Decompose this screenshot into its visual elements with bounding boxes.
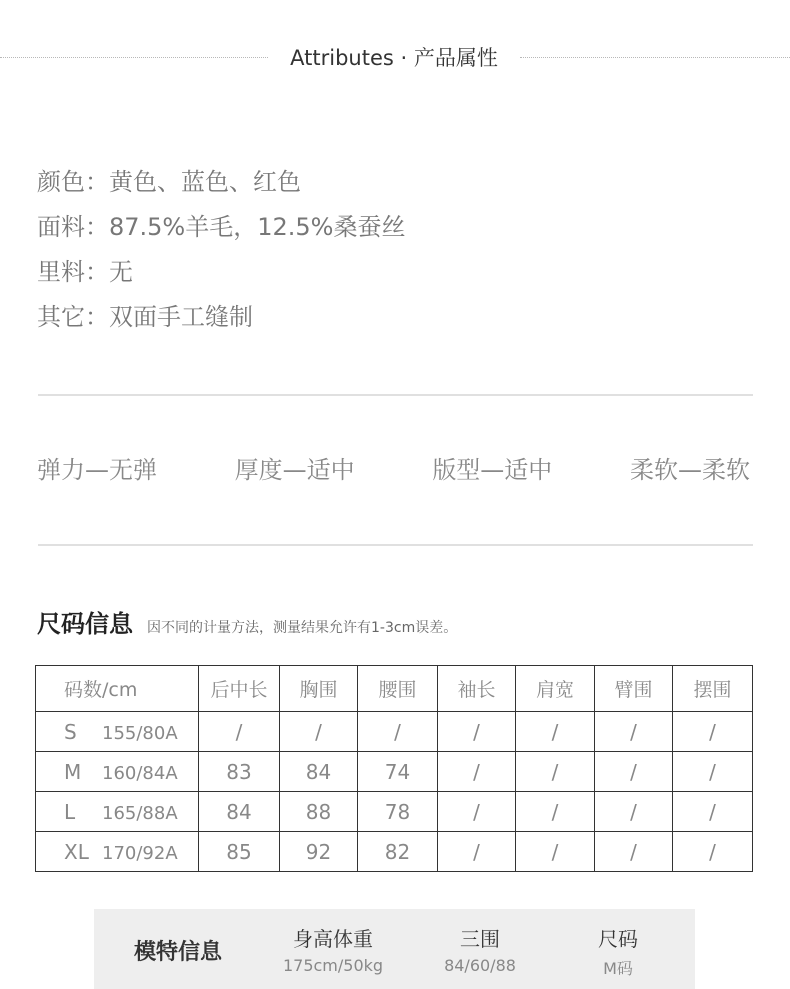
table-cell: 78: [358, 792, 438, 832]
table-cell: /: [673, 832, 753, 872]
size-label: XL: [64, 839, 89, 864]
column-header: 摆围: [673, 666, 753, 712]
model-height-weight: [263, 923, 403, 975]
attribute-fabric: 面料：87.5%羊毛，12.5%桑蚕丝: [37, 213, 406, 241]
table-cell: /: [438, 832, 516, 872]
table-cell: /: [673, 712, 753, 752]
column-header: 后中长: [199, 666, 280, 712]
size-cell: [36, 832, 199, 872]
property-fit: 版型—适中: [432, 456, 553, 484]
size-cell: [36, 792, 199, 832]
model-size-label: 尺码: [598, 927, 638, 951]
attribute-color: 颜色：黄色、蓝色、红色: [37, 168, 301, 196]
header-dotted-line-right: [520, 57, 790, 58]
model-measurements: [410, 923, 550, 975]
section-header: [0, 40, 790, 74]
column-header: 肩宽: [516, 666, 595, 712]
size-spec: 160/84A: [102, 762, 178, 784]
table-cell: /: [673, 752, 753, 792]
table-cell: /: [516, 792, 595, 832]
table-row: [36, 792, 753, 832]
size-table-header-row: [36, 666, 753, 712]
table-cell: /: [516, 712, 595, 752]
model-size: [548, 923, 688, 979]
size-spec: 165/88A: [102, 802, 178, 824]
size-label: S: [64, 719, 77, 744]
table-cell: /: [595, 712, 673, 752]
size-info-note: 因不同的计量方法，测量结果允许有1-3cm误差。: [147, 620, 458, 636]
size-cell: [36, 712, 199, 752]
size-spec: 170/92A: [102, 842, 178, 864]
model-info-panel: [94, 909, 695, 989]
model-measurements-label: 三围: [460, 927, 500, 951]
size-label: M: [64, 759, 82, 784]
size-info-title: 尺码信息: [37, 610, 133, 638]
table-row: [36, 752, 753, 792]
table-cell: /: [595, 752, 673, 792]
size-spec: 155/80A: [102, 722, 178, 744]
section-title: Attributes · 产品属性: [290, 46, 498, 70]
header-dotted-line-left: [0, 57, 268, 58]
table-cell: /: [516, 832, 595, 872]
table-cell: /: [199, 712, 280, 752]
column-header: 胸围: [280, 666, 358, 712]
attribute-list: [37, 160, 405, 340]
table-cell: 84: [199, 792, 280, 832]
model-info-title: 模特信息: [134, 940, 223, 965]
table-cell: 83: [199, 752, 280, 792]
size-table: [35, 665, 753, 872]
property-thickness: 厚度—适中: [234, 456, 355, 484]
size-info-heading: [37, 604, 457, 639]
table-cell: /: [438, 752, 516, 792]
property-elasticity: 弹力—无弹: [37, 456, 157, 484]
table-cell: 82: [358, 832, 438, 872]
table-cell: /: [595, 832, 673, 872]
model-size-value: M码: [603, 959, 633, 978]
table-cell: /: [516, 752, 595, 792]
table-row: [36, 712, 753, 752]
column-header: 腰围: [358, 666, 438, 712]
column-header: 码数/cm: [36, 666, 199, 712]
property-softness: 柔软—柔软: [629, 456, 750, 484]
property-strip: [37, 450, 750, 485]
table-cell: /: [673, 792, 753, 832]
model-height-weight-value: 175cm/50kg: [282, 956, 384, 975]
table-cell: /: [595, 792, 673, 832]
table-cell: 85: [199, 832, 280, 872]
table-cell: /: [280, 712, 358, 752]
attribute-other: 其它：双面手工缝制: [37, 303, 253, 331]
divider-bottom: [38, 544, 753, 546]
table-cell: 74: [358, 752, 438, 792]
table-cell: 84: [280, 752, 358, 792]
table-row: [36, 832, 753, 872]
size-cell: [36, 752, 199, 792]
table-cell: 92: [280, 832, 358, 872]
model-measurements-value: 84/60/88: [444, 956, 516, 975]
size-label: L: [64, 799, 76, 824]
table-cell: 88: [280, 792, 358, 832]
divider-top: [38, 394, 753, 396]
model-height-weight-label: 身高体重: [293, 927, 373, 951]
table-cell: /: [438, 792, 516, 832]
table-cell: /: [438, 712, 516, 752]
column-header: 臂围: [595, 666, 673, 712]
attribute-lining: 里料：无: [37, 258, 133, 286]
table-cell: /: [358, 712, 438, 752]
column-header: 袖长: [438, 666, 516, 712]
